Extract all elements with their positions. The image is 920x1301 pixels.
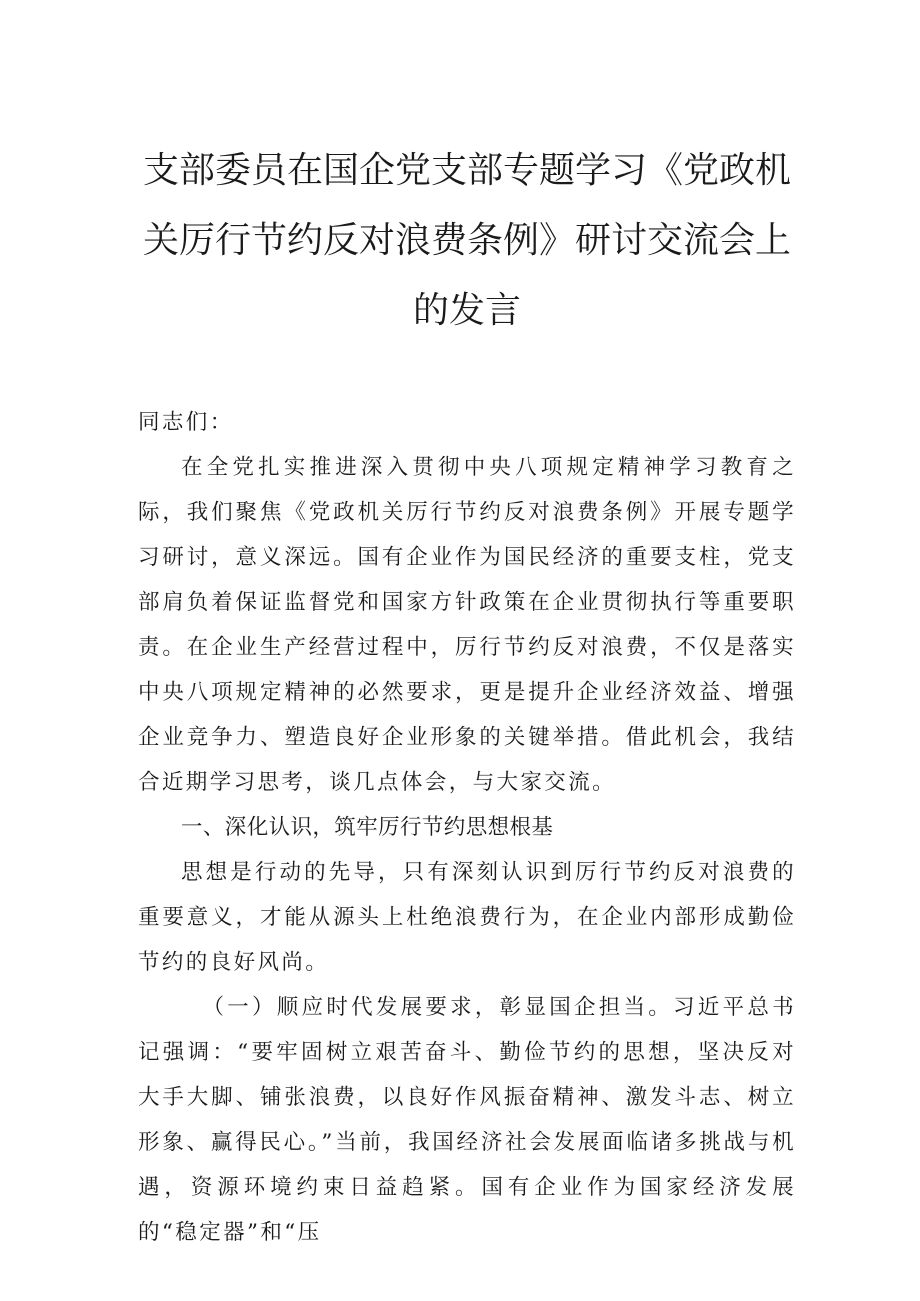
title-line-2: 关厉行节约反对浪费条例》研讨交流会上 [142,220,791,261]
document-title [138,0,796,346]
section-intro-paragraph: 思想是行动的先导，只有深刻认识到厉行节约反对浪费的重要意义，才能从源头上杜绝浪费行为，在企业内部形成勤俭节约的良好风尚。 [138,860,796,975]
intro-paragraph: 在全党扎实推进深入贯彻中央八项规定精神学习教育之际，我们聚焦《党政机关厉行节约反对浪费条例》开展专题学习研讨，意义深远。国有企业作为国民经济的重要支柱，党支部肩负着保证监督党和国家方针政策在企业贯彻执行等重要职责。在企业生产经营过程中，厉行节约反对浪费，不仅是落实中央八项规定精神的必然要求，更是提升企业经济效益、增强企业竞争力、塑造良好企业形象的关键举措。借此机会，我结合近期学习思考，谈几点体会，与大家交流。 [138,455,796,795]
title-line-1: 支部委员在国企党支部专题学习《党政机 [142,150,791,191]
salutation: 同志们： [138,410,234,435]
title-line-3: 的发言 [412,290,521,331]
subsection-paragraph: （一）顺应时代发展要求，彰显国企担当。习近平总书记强调：“要牢固树立艰苦奋斗、勤俭节约的思想，坚决反对大手大脚、铺张浪费，以良好作风振奋精神、激发斗志、树立形象、赢得民心。”当前，我国经济社会发展面临诸多挑战与机遇，资源环境约束日益趋紧。国有企业作为国家经济发展的“稳定器”和“压 [138,995,796,1245]
section-heading: 一、深化认识，筑牢厉行节约思想根基 [181,815,554,840]
